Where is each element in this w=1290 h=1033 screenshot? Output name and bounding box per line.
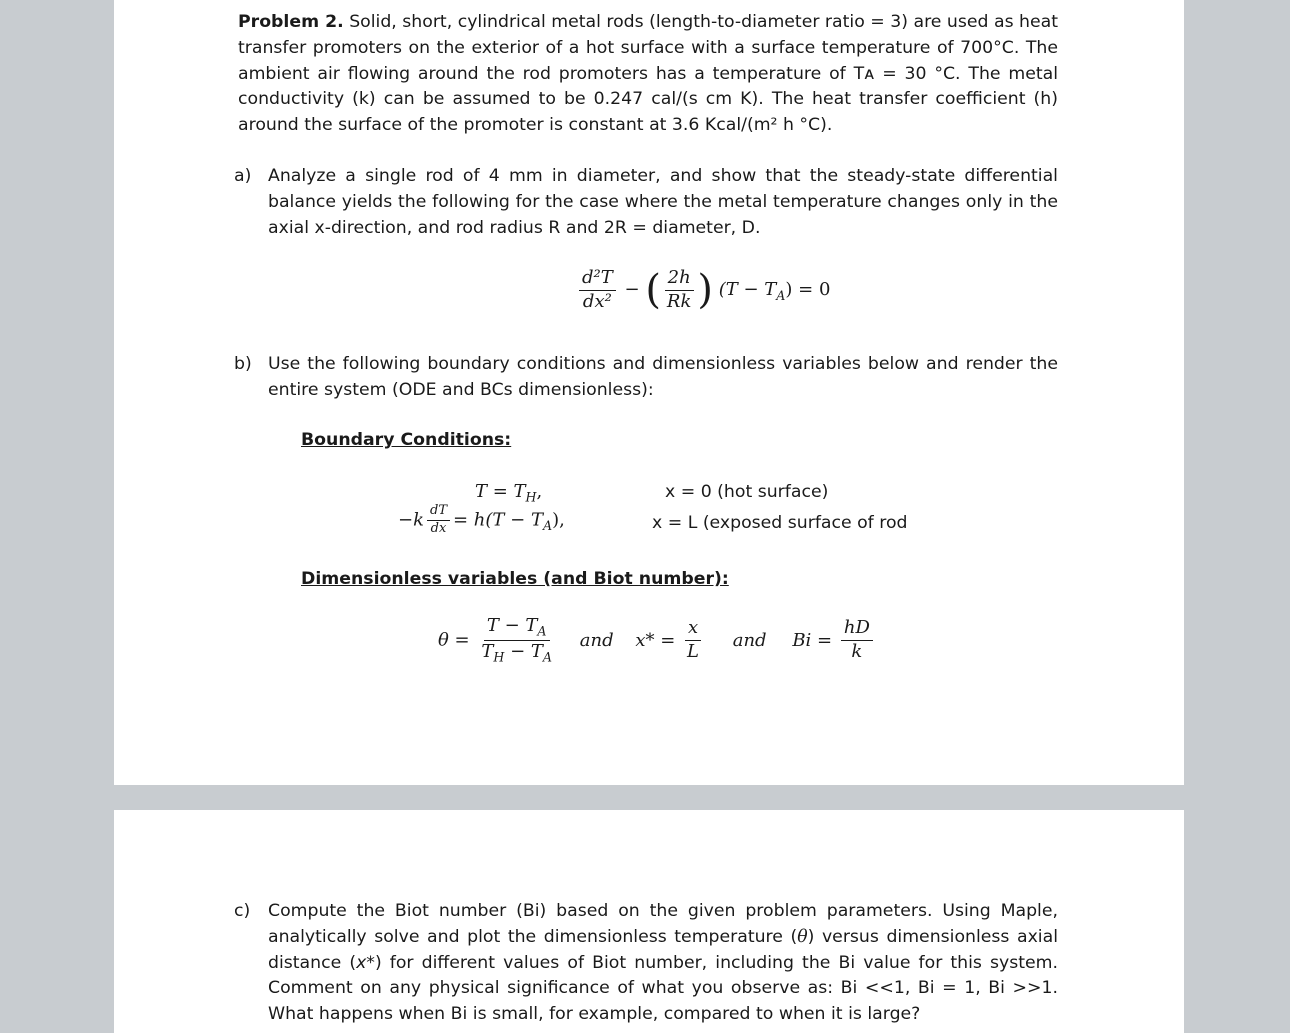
bc2-condition: x = L (exposed surface of rod	[652, 513, 908, 533]
eq-minus: −	[624, 279, 640, 301]
dv-den-sub1: H	[493, 649, 505, 665]
part-a-text: Analyze a single rod of 4 mm in diameter, and show that the steady-state differential balance yields the following for the case where the metal temperature changes only in the axial x-direction, and rod radius R and 2R = diameter, D.	[268, 166, 1058, 238]
dv-num-sub: A	[537, 623, 547, 639]
problem-statement	[238, 10, 1058, 139]
dv-bi: Bi =	[792, 629, 833, 651]
part-a-label: a)	[234, 166, 252, 186]
differential-equation: $\frac{\text{d²T}}{\text{dx²}}$ − ( $\frac{2h}{Rk}$ ) $(T - T_A) = 0$	[576, 268, 830, 312]
bc2-dT: dT	[427, 504, 450, 521]
dv-den-mid: − T	[504, 641, 543, 663]
document-page-2	[114, 810, 1184, 1033]
bc2-dx: dx	[430, 520, 447, 536]
boundary-conditions-heading: Boundary Conditions:	[301, 430, 512, 450]
dv-den: T	[481, 641, 494, 663]
eq-d2T: d²T	[579, 268, 616, 291]
bc1-tail: ,	[536, 481, 543, 502]
part-c-label: c)	[234, 901, 251, 921]
bc1-sub: H	[525, 489, 537, 505]
eq-rest: (T − T	[718, 279, 777, 301]
bc1-condition: x = 0 (hot surface)	[665, 482, 829, 502]
bc2-tail: ),	[552, 509, 565, 531]
dv-and-1: and	[579, 629, 614, 651]
dv-num: T − T	[486, 615, 538, 636]
dv-hD: hD	[841, 618, 873, 641]
dv-theta: θ =	[438, 629, 470, 651]
eq-sub-A: A	[776, 287, 786, 303]
dv-xstar: x* =	[635, 629, 676, 651]
part-c	[234, 899, 1058, 1028]
eq-end: ) = 0	[785, 279, 831, 301]
document-page-1	[114, 0, 1184, 785]
bc2-rhs: = h(T − T	[453, 509, 543, 531]
dv-and-2: and	[732, 629, 767, 651]
bc1-lhs: T = T	[475, 481, 526, 502]
dv-k: k	[851, 641, 863, 663]
problem-intro: Solid, short, cylindrical metal rods (length-to-diameter ratio = 3) are used as heat transfer promoters on the exterior of a hot surface with a surface temperature of 700°C. The ambient air flowing around the rod promoters has a temperature of Tᴀ = 30 °C. The metal conductivity (k) can be assumed to be 0.247 cal/(s cm K). The heat transfer coefficient (h) around the surface of the promoter is constant at 3.6 Kcal/(m² h °C).	[238, 12, 1059, 136]
bc2-pre: −k	[398, 509, 424, 531]
bc2-equation	[398, 504, 565, 537]
part-b-label: b)	[234, 354, 252, 374]
part-c-xstar: x*	[356, 952, 375, 973]
part-c-text-1: Compute the Biot number (Bi) based on the given problem parameters. Using Maple, analytically solve and plot the dimensionless temperature (	[268, 901, 1058, 947]
bc2-sub: A	[542, 518, 553, 534]
part-c-theta: θ	[797, 926, 808, 947]
part-b-text: Use the following boundary conditions and dimensionless variables below and render the entire system (ODE and BCs dimensionless):	[268, 354, 1058, 400]
part-c-text-2: ) versus dimensionless axial distance (	[268, 926, 1058, 973]
part-b	[234, 352, 1058, 404]
eq-Rk: Rk	[666, 290, 692, 312]
dv-x: x	[685, 618, 701, 641]
dimensionless-variables-heading: Dimensionless variables (and Biot number):	[301, 569, 729, 589]
problem-label: Problem 2.	[238, 12, 344, 32]
eq-2h: 2h	[665, 268, 694, 291]
part-c-text-3: ) for different values of Biot number, including the Bi value for this system. Comment on any physical significance of what you observe as: Bi <<1, Bi = 1, Bi >>1. What happens when Bi is small, for example, compared to when it is large?	[268, 952, 1058, 1025]
dv-den-sub2: A	[542, 649, 553, 665]
part-c-text	[268, 899, 1058, 1028]
bc1-equation	[475, 481, 542, 505]
part-a	[234, 164, 1058, 241]
dv-L: L	[687, 641, 699, 663]
dimensionless-variables-equation	[438, 616, 876, 665]
eq-dx2: dx²	[582, 290, 612, 312]
